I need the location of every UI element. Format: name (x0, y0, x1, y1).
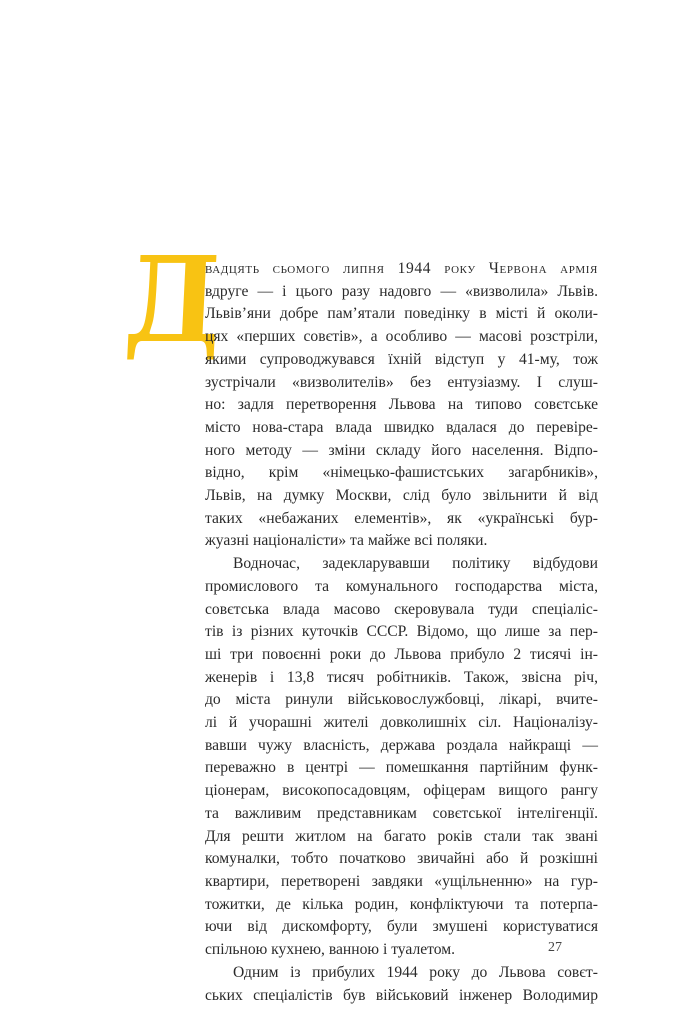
text-line: ючи від дискомфорту, були змушені користуватися (205, 918, 598, 936)
body-text (205, 258, 598, 1007)
text-line: женерів і 13,8 тисяч робітників. Також, звісна річ, (205, 668, 598, 686)
paragraph-1 (205, 258, 598, 553)
text-line: спільною кухнею, ванною і туалетом. (205, 941, 456, 959)
text-line: таких «небажаних елементів», як «українські бур- (205, 509, 598, 527)
text-line: вадцять сьомого липня 1944 року Червона армія (205, 260, 598, 277)
drop-cap-letter: Д (121, 230, 225, 369)
page-number: 27 (548, 940, 562, 955)
text-line: ських спеціалістів був військовий інженер Володимир (205, 986, 598, 1004)
text-line: та важливим представникам совєтської інтелігенції. (205, 804, 598, 822)
text-line: переважно в центрі — помешкання партійним функ- (205, 759, 598, 777)
text-line: відно, крім «німецько-фашистських загарбників», (205, 464, 598, 482)
text-line: якими супроводжувався їхній відступ у 41-му, тож (205, 350, 598, 368)
text-line: лі й учорашні жителі довколишніх сіл. Націоналізу- (205, 714, 598, 732)
text-line: промислового та комунального господарства міста, (205, 577, 598, 595)
text-line: до міста ринули військовослужбовці, лікарі, вчите- (205, 691, 598, 709)
text-line: вавши чужу власність, держава роздала найкращі — (205, 736, 598, 754)
text-line: цях «перших совєтів», а особливо — масові розстріли, (205, 328, 598, 346)
text-line: Одним із прибулих 1944 року до Львова совєт- (233, 963, 598, 981)
text-line: вдруге — і цього разу надовго — «визволила» Львів. (205, 282, 598, 300)
text-line: тів із різних куточків СССР. Відомо, що лише за пер- (205, 623, 598, 641)
text-line: Львів’яни добре пам’ятали поведінку в місті й околи- (205, 305, 598, 323)
text-line: комуналки, тобто початково звичайні або й розкішні (205, 850, 598, 868)
text-line: місто нова-стара влада швидко вдалася до перевіре- (205, 418, 598, 436)
text-line: но: задля перетворення Львова на типово совєтське (205, 396, 598, 414)
text-line: совєтська влада масово скеровувала туди спеціаліс- (205, 600, 598, 618)
paragraph-2 (205, 553, 598, 962)
text-line: Львів, на думку Москви, слід було звільнити й від (205, 487, 598, 505)
text-line: Для решти житлом на багато років стали так звані (205, 827, 598, 845)
text-line: жуазні націоналісти» та майже всі поляки. (205, 532, 488, 550)
text-line: тожитки, де кілька родин, конфліктуючи та потерпа- (205, 895, 598, 913)
text-line: Водночас, задекларувавши політику відбудови (233, 555, 598, 573)
text-line: ціонерам, високопосадовцям, офіцерам вищого рангу (205, 782, 598, 800)
text-line: квартири, перетворені завдяки «ущільненню» на гур- (205, 872, 598, 890)
text-line: ного методу — зміни складу його населення. Відпо- (205, 441, 598, 459)
paragraph-3 (205, 962, 598, 1007)
text-line: ші три повоєнні роки до Львова прибуло 2 тисячі ін- (205, 645, 598, 663)
text-line: зустрічали «визволителів» без ентузіазму. І слуш- (205, 373, 598, 391)
